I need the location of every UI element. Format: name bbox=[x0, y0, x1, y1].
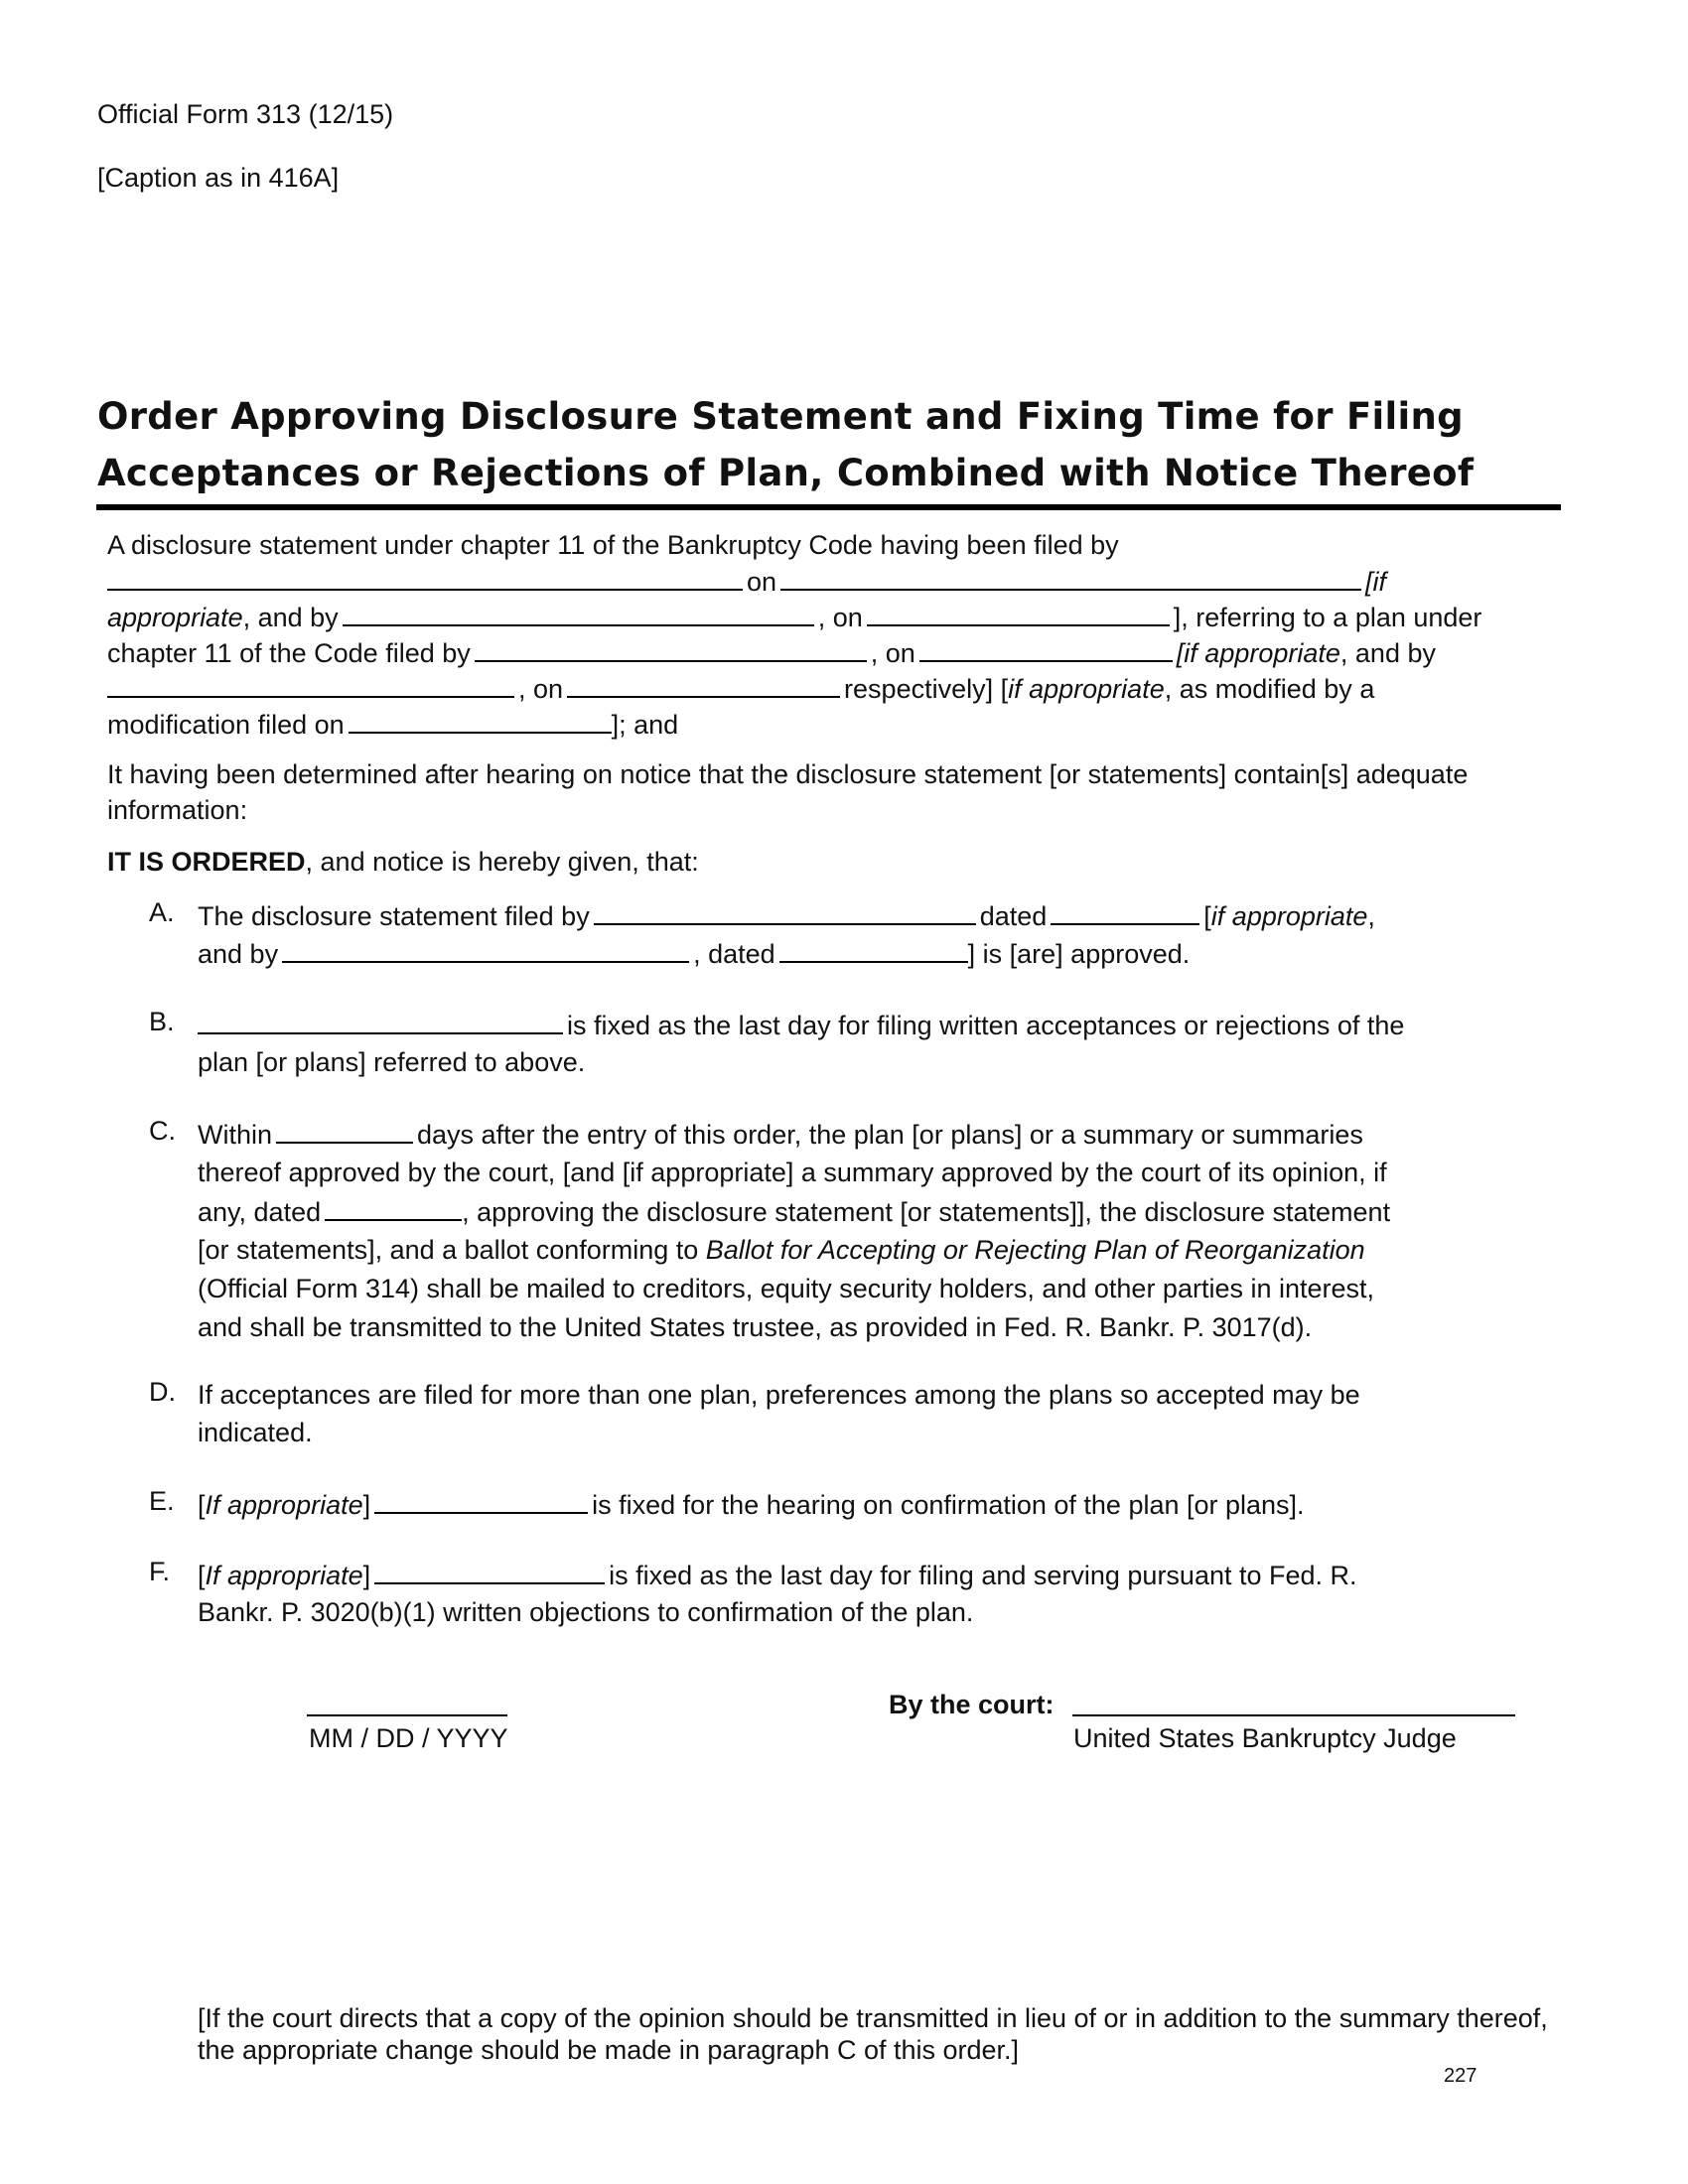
footnote-line2: the appropriate change should be made in paragraph C of this order.] bbox=[198, 2035, 1020, 2065]
item-a-line2: and by , dated ] is [are] approved. bbox=[198, 935, 1190, 972]
caption-note: [Caption as in 416A] bbox=[97, 163, 340, 193]
intro-line3: appropriate, and by , on ], referring to a plan under bbox=[107, 599, 1481, 635]
item-b-line1: is fixed as the last day for filing written acceptances or rejections of the bbox=[198, 1007, 1404, 1043]
intro-line6: modification filed on ]; and bbox=[107, 706, 678, 743]
intro-line1: A disclosure statement under chapter 11 of the Bankruptcy Code having been filed by bbox=[107, 530, 1119, 560]
plan-filed-date-field[interactable] bbox=[919, 634, 1173, 662]
item-f-letter: F. bbox=[149, 1557, 171, 1586]
item-a-line1: The disclosure statement filed by dated [if appropriate, bbox=[198, 897, 1375, 934]
second-plan-filer-field[interactable] bbox=[107, 670, 514, 698]
form-id: Official Form 313 (12/15) bbox=[97, 99, 394, 129]
item-c-line1: Within days after the entry of this order, the plan [or plans] or a summary or summaries bbox=[198, 1116, 1363, 1153]
item-b-line2: plan [or plans] referred to above. bbox=[198, 1047, 586, 1077]
item-f-line1: [If appropriate] is fixed as the last day for filing and serving pursuant to Fed. R. bbox=[198, 1557, 1357, 1593]
judge-label: United States Bankruptcy Judge bbox=[1073, 1723, 1457, 1753]
modification-date-field[interactable] bbox=[349, 706, 612, 734]
intro-line2: on [if bbox=[107, 563, 1386, 600]
f-objection-deadline-field[interactable] bbox=[374, 1557, 605, 1584]
page-number: 227 bbox=[1444, 2065, 1477, 2087]
item-d-line2: indicated. bbox=[198, 1418, 313, 1447]
intro-line4: chapter 11 of the Code filed by , on [if appropriate, and by bbox=[107, 634, 1436, 671]
item-e-line1: [If appropriate] is fixed for the hearing on confirmation of the plan [or plans]. bbox=[198, 1486, 1305, 1523]
item-d-letter: D. bbox=[149, 1377, 176, 1407]
item-e-letter: E. bbox=[149, 1486, 175, 1516]
a-filer-field[interactable] bbox=[594, 897, 976, 925]
determined-line2: information: bbox=[107, 795, 248, 825]
by-court-label: By the court: bbox=[889, 1690, 1055, 1719]
item-c-line3: any, dated , approving the disclosure statement [or statements]], the disclosure statement bbox=[198, 1193, 1390, 1230]
date-signature-field[interactable] bbox=[307, 1714, 507, 1716]
filed-date-field[interactable] bbox=[780, 563, 1361, 591]
c-opinion-date-field[interactable] bbox=[325, 1193, 462, 1221]
item-c-line6: and shall be transmitted to the United States trustee, as provided in Fed. R. Bankr. P. 3017(d). bbox=[198, 1312, 1313, 1342]
e-hearing-date-field[interactable] bbox=[374, 1486, 588, 1514]
page-title-line2: Acceptances or Rejections of Plan, Combined with Notice Thereof bbox=[97, 452, 1475, 494]
intro-line5: , on respectively] [if appropriate, as modified by a bbox=[107, 670, 1374, 707]
item-c-letter: C. bbox=[149, 1116, 176, 1146]
item-c-line2: thereof approved by the court, [and [if appropriate] a summary approved by the court of its opinion, if bbox=[198, 1158, 1387, 1187]
item-c-line4: [or statements], and a ballot conforming to Ballot for Accepting or Rejecting Plan of Reorganization bbox=[198, 1235, 1365, 1265]
b-deadline-field[interactable] bbox=[198, 1007, 563, 1034]
second-filer-field[interactable] bbox=[343, 599, 814, 626]
page-title-line1: Order Approving Disclosure Statement and Fixing Time for Filing bbox=[97, 395, 1464, 438]
footnote-line1: [If the court directs that a copy of the opinion should be transmitted in lieu of or in addition to the summary thereof, bbox=[198, 2003, 1548, 2033]
filer-field[interactable] bbox=[107, 563, 743, 591]
a-second-filer-field[interactable] bbox=[282, 935, 689, 963]
title-rule bbox=[96, 504, 1561, 510]
item-a-letter: A. bbox=[149, 897, 175, 927]
determined-line1: It having been determined after hearing on notice that the disclosure statement [or statements] contain[s] adequate bbox=[107, 759, 1469, 789]
c-days-field[interactable] bbox=[276, 1116, 413, 1144]
a-date-field[interactable] bbox=[1051, 897, 1199, 925]
plan-filer-field[interactable] bbox=[475, 634, 867, 662]
judge-signature-field[interactable] bbox=[1072, 1714, 1515, 1716]
item-f-line2: Bankr. P. 3020(b)(1) written objections to confirmation of the plan. bbox=[198, 1597, 974, 1627]
second-filed-date-field[interactable] bbox=[867, 599, 1170, 626]
second-plan-date-field[interactable] bbox=[567, 670, 840, 698]
date-format-label: MM / DD / YYYY bbox=[309, 1723, 508, 1753]
item-c-line5: (Official Form 314) shall be mailed to creditors, equity security holders, and other parties in interest, bbox=[198, 1274, 1375, 1303]
a-second-date-field[interactable] bbox=[779, 935, 968, 963]
ordered-line: IT IS ORDERED, and notice is hereby given, that: bbox=[107, 847, 699, 877]
item-d-line1: If acceptances are filed for more than one plan, preferences among the plans so accepted may be bbox=[198, 1380, 1360, 1410]
item-b-letter: B. bbox=[149, 1007, 175, 1036]
